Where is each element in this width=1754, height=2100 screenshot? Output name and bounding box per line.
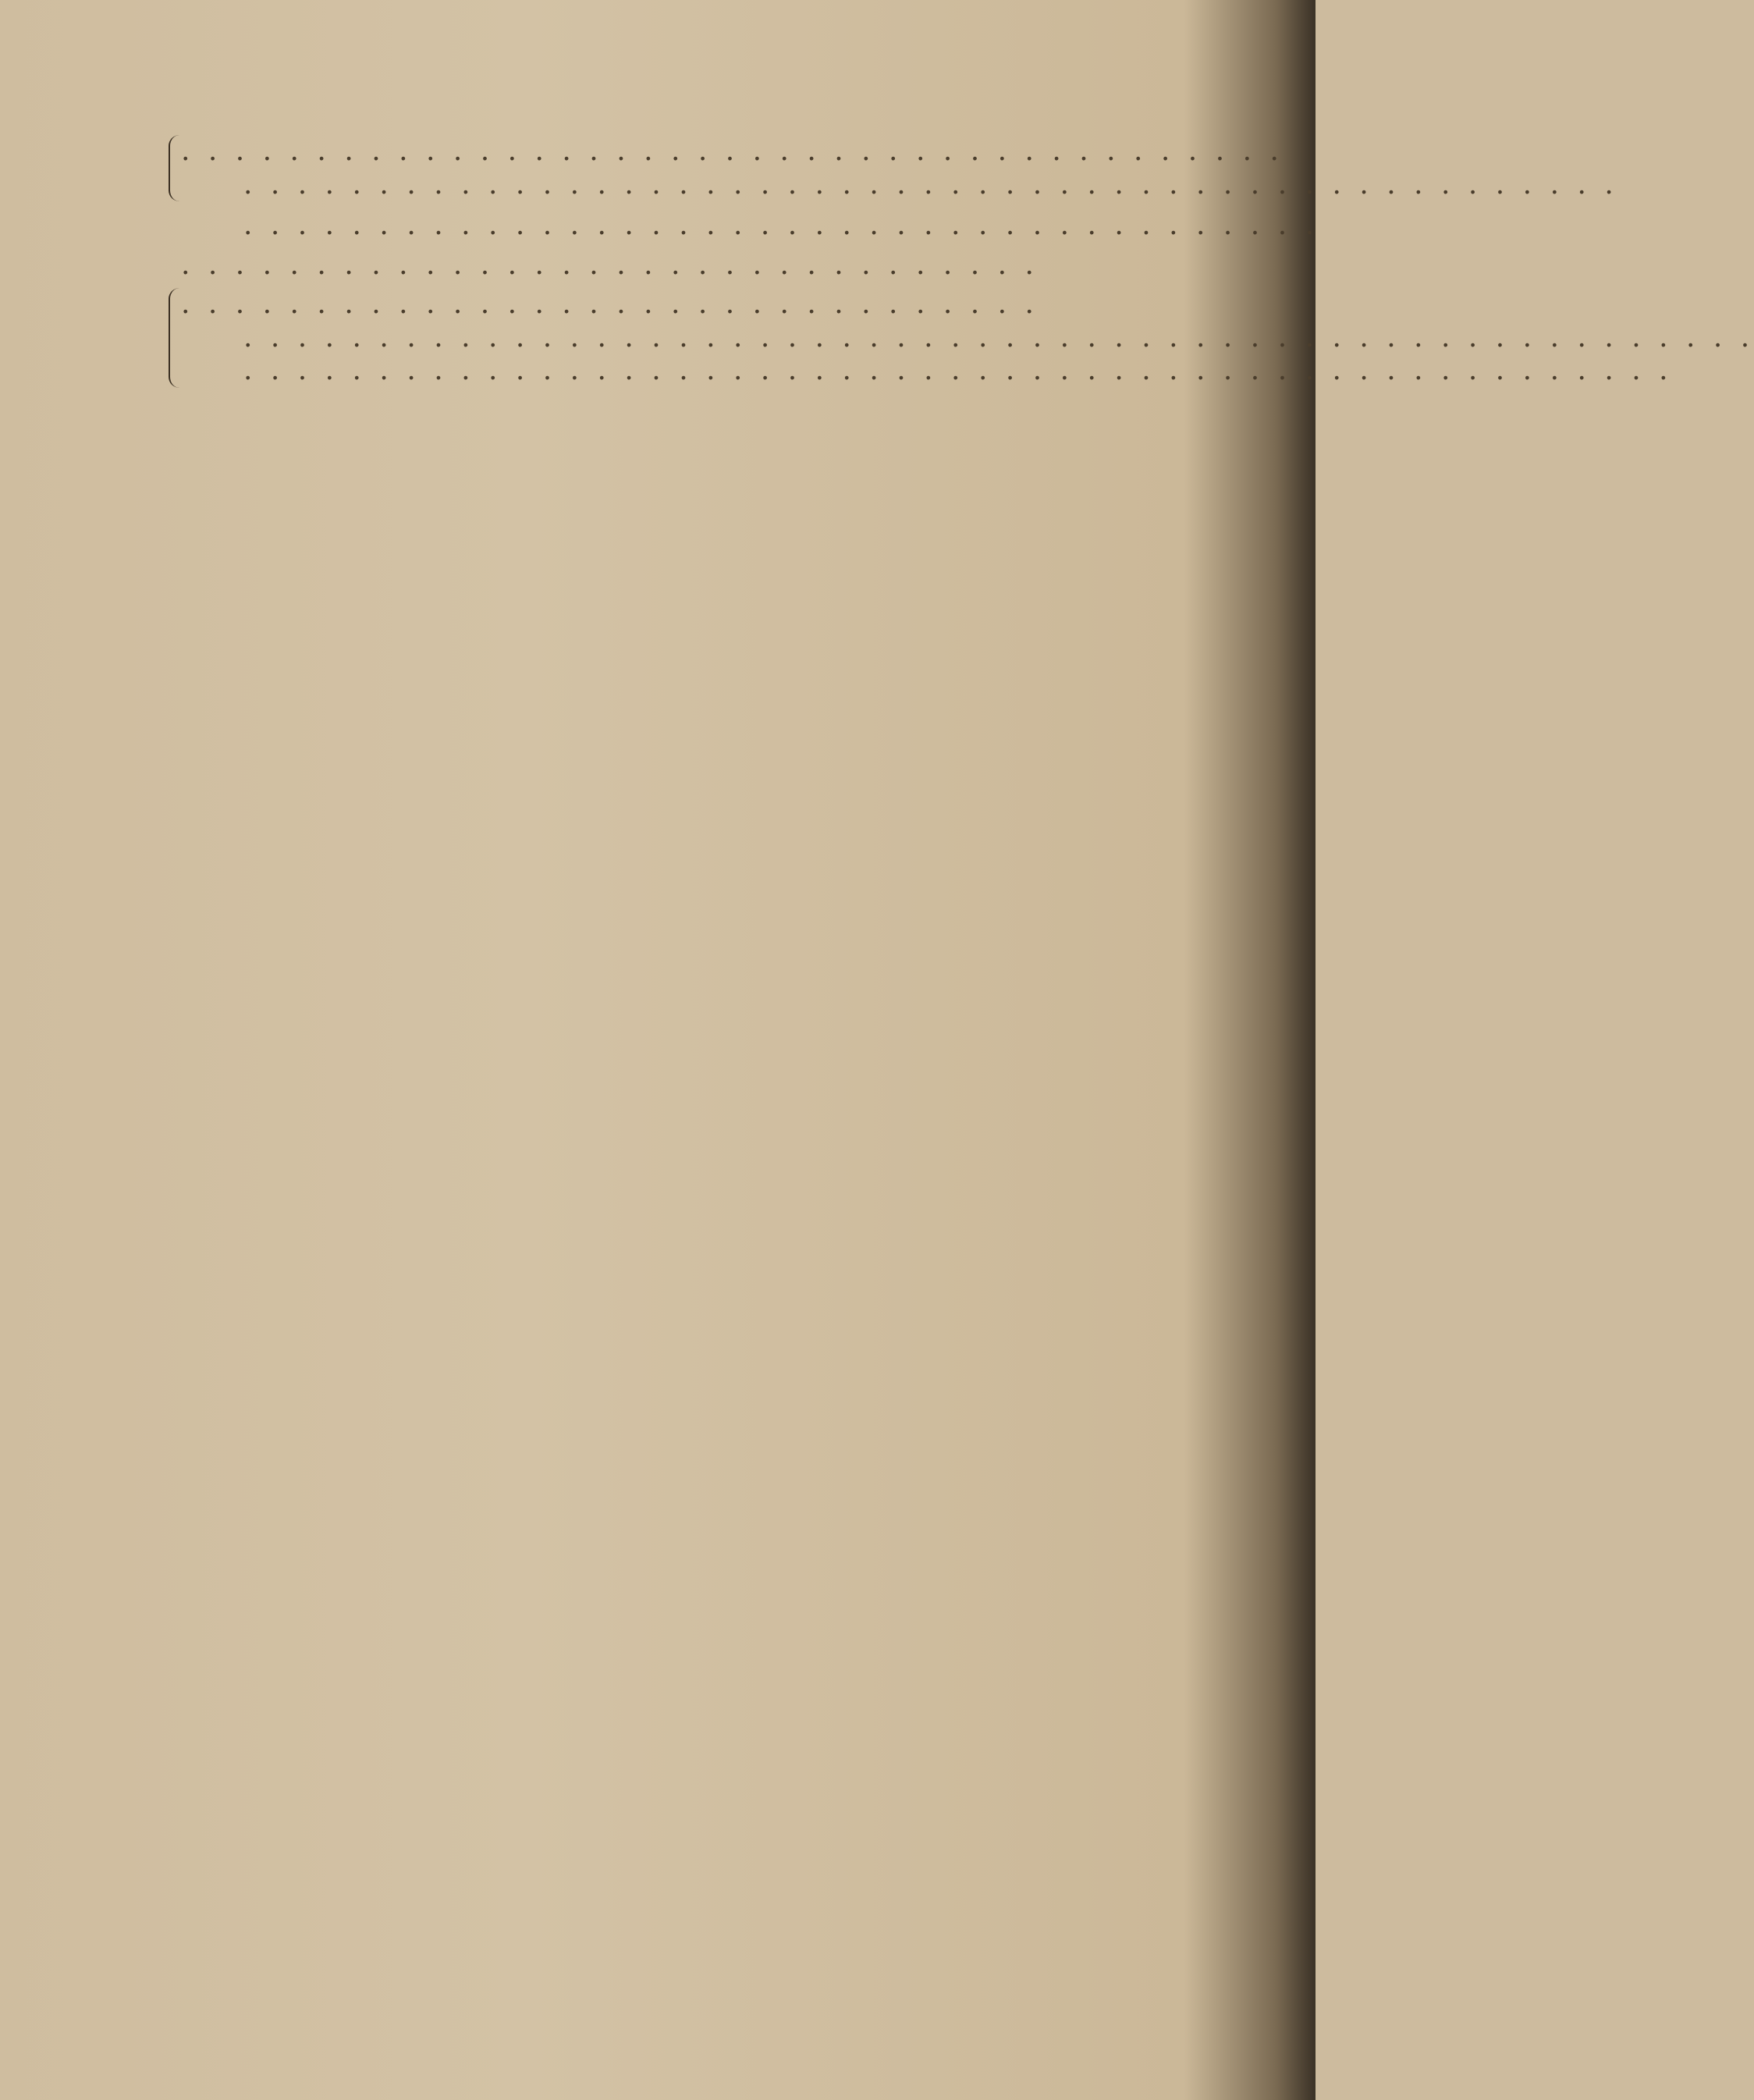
line-item: . . . . . . . . . . . . . . . . . . . . . . . . . . . . . . . . . . . . . . . . (243, 209, 1319, 241)
page-header (117, 47, 1272, 94)
vote-457-group (94, 288, 1754, 388)
line-item: . . . . . . . . . . . . . . . . . . . . . . . . . . . . . . . . (181, 288, 1039, 320)
line-item: . . . . . . . . . . . . . . . . . . . . . . . . . . . . . . . . . . . . . . . . . (181, 135, 1284, 167)
line-item: . . . . . . . . . . . . . . . . . . . . . . . . . . . . . . . . . . . . . . . . . . . . . . . . . . . . . . . . (243, 321, 1754, 354)
line-item: . . . . . . . . . . . . . . . . . . . . . . . . . . . . . . . . . . . . . . . . . . . . . . . . . . . (243, 168, 1618, 201)
estimates-body (94, 129, 1754, 388)
line-item: . . . . . . . . . . . . . . . . . . . . . . . . . . . . . . . . . . . . . . . . . . . . . . . . . . . . . (243, 354, 1673, 386)
vote-453-group (94, 135, 1618, 201)
line-item: . . . . . . . . . . . . . . . . . . . . . . . . . . . . . . . . (181, 248, 1039, 281)
